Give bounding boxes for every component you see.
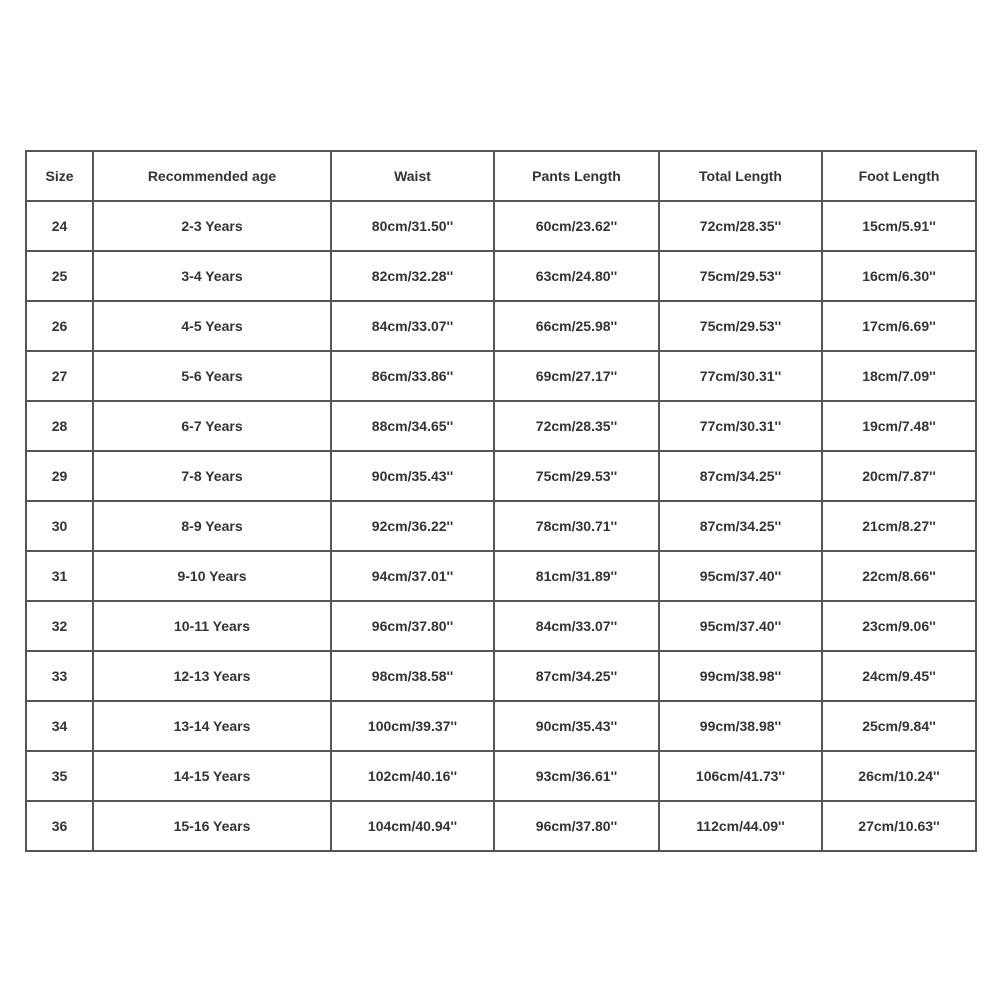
cell-waist: 84cm/33.07'' — [331, 301, 494, 351]
cell-foot-length: 24cm/9.45'' — [822, 651, 976, 701]
cell-size: 33 — [26, 651, 93, 701]
cell-total-length: 77cm/30.31'' — [659, 351, 822, 401]
cell-pants-length: 75cm/29.53'' — [494, 451, 659, 501]
table-row — [26, 701, 976, 751]
cell-recommended-age: 3-4 Years — [93, 251, 331, 301]
cell-recommended-age: 7-8 Years — [93, 451, 331, 501]
cell-waist: 104cm/40.94'' — [331, 801, 494, 851]
table-row — [26, 351, 976, 401]
cell-total-length: 99cm/38.98'' — [659, 651, 822, 701]
cell-size: 31 — [26, 551, 93, 601]
table-row — [26, 451, 976, 501]
table-row — [26, 551, 976, 601]
header-recommended-age: Recommended age — [93, 151, 331, 201]
cell-waist: 100cm/39.37'' — [331, 701, 494, 751]
cell-size: 28 — [26, 401, 93, 451]
cell-waist: 102cm/40.16'' — [331, 751, 494, 801]
cell-recommended-age: 6-7 Years — [93, 401, 331, 451]
cell-pants-length: 93cm/36.61'' — [494, 751, 659, 801]
cell-pants-length: 69cm/27.17'' — [494, 351, 659, 401]
cell-waist: 92cm/36.22'' — [331, 501, 494, 551]
table-row — [26, 751, 976, 801]
cell-pants-length: 78cm/30.71'' — [494, 501, 659, 551]
table-row — [26, 401, 976, 451]
cell-size: 26 — [26, 301, 93, 351]
cell-pants-length: 96cm/37.80'' — [494, 801, 659, 851]
cell-foot-length: 17cm/6.69'' — [822, 301, 976, 351]
table-row — [26, 301, 976, 351]
cell-total-length: 87cm/34.25'' — [659, 501, 822, 551]
table-row — [26, 201, 976, 251]
cell-foot-length: 26cm/10.24'' — [822, 751, 976, 801]
cell-total-length: 75cm/29.53'' — [659, 301, 822, 351]
cell-size: 32 — [26, 601, 93, 651]
table-row — [26, 651, 976, 701]
cell-foot-length: 22cm/8.66'' — [822, 551, 976, 601]
cell-pants-length: 81cm/31.89'' — [494, 551, 659, 601]
cell-size: 24 — [26, 201, 93, 251]
cell-size: 34 — [26, 701, 93, 751]
cell-total-length: 95cm/37.40'' — [659, 551, 822, 601]
cell-recommended-age: 8-9 Years — [93, 501, 331, 551]
cell-waist: 88cm/34.65'' — [331, 401, 494, 451]
cell-waist: 90cm/35.43'' — [331, 451, 494, 501]
cell-recommended-age: 5-6 Years — [93, 351, 331, 401]
cell-size: 35 — [26, 751, 93, 801]
cell-pants-length: 60cm/23.62'' — [494, 201, 659, 251]
cell-foot-length: 15cm/5.91'' — [822, 201, 976, 251]
header-foot-length: Foot Length — [822, 151, 976, 201]
cell-recommended-age: 4-5 Years — [93, 301, 331, 351]
cell-size: 30 — [26, 501, 93, 551]
cell-total-length: 87cm/34.25'' — [659, 451, 822, 501]
header-total-length: Total Length — [659, 151, 822, 201]
header-pants-length: Pants Length — [494, 151, 659, 201]
cell-foot-length: 16cm/6.30'' — [822, 251, 976, 301]
cell-pants-length: 90cm/35.43'' — [494, 701, 659, 751]
cell-size: 27 — [26, 351, 93, 401]
header-waist: Waist — [331, 151, 494, 201]
cell-recommended-age: 10-11 Years — [93, 601, 331, 651]
cell-total-length: 75cm/29.53'' — [659, 251, 822, 301]
table-row — [26, 601, 976, 651]
cell-waist: 94cm/37.01'' — [331, 551, 494, 601]
cell-recommended-age: 15-16 Years — [93, 801, 331, 851]
size-chart-table — [25, 150, 977, 852]
table-row — [26, 251, 976, 301]
cell-pants-length: 72cm/28.35'' — [494, 401, 659, 451]
cell-size: 29 — [26, 451, 93, 501]
cell-recommended-age: 2-3 Years — [93, 201, 331, 251]
cell-size: 25 — [26, 251, 93, 301]
cell-total-length: 106cm/41.73'' — [659, 751, 822, 801]
cell-foot-length: 23cm/9.06'' — [822, 601, 976, 651]
cell-total-length: 95cm/37.40'' — [659, 601, 822, 651]
cell-total-length: 99cm/38.98'' — [659, 701, 822, 751]
cell-recommended-age: 9-10 Years — [93, 551, 331, 601]
table-header-row — [26, 151, 976, 201]
cell-pants-length: 84cm/33.07'' — [494, 601, 659, 651]
cell-recommended-age: 12-13 Years — [93, 651, 331, 701]
cell-waist: 80cm/31.50'' — [331, 201, 494, 251]
cell-foot-length: 19cm/7.48'' — [822, 401, 976, 451]
cell-waist: 82cm/32.28'' — [331, 251, 494, 301]
cell-pants-length: 87cm/34.25'' — [494, 651, 659, 701]
cell-foot-length: 27cm/10.63'' — [822, 801, 976, 851]
cell-total-length: 77cm/30.31'' — [659, 401, 822, 451]
table-row — [26, 501, 976, 551]
cell-pants-length: 63cm/24.80'' — [494, 251, 659, 301]
cell-total-length: 72cm/28.35'' — [659, 201, 822, 251]
cell-foot-length: 25cm/9.84'' — [822, 701, 976, 751]
header-size: Size — [26, 151, 93, 201]
table-row — [26, 801, 976, 851]
cell-foot-length: 20cm/7.87'' — [822, 451, 976, 501]
cell-size: 36 — [26, 801, 93, 851]
cell-foot-length: 21cm/8.27'' — [822, 501, 976, 551]
cell-recommended-age: 14-15 Years — [93, 751, 331, 801]
cell-pants-length: 66cm/25.98'' — [494, 301, 659, 351]
cell-foot-length: 18cm/7.09'' — [822, 351, 976, 401]
cell-total-length: 112cm/44.09'' — [659, 801, 822, 851]
cell-waist: 98cm/38.58'' — [331, 651, 494, 701]
cell-waist: 96cm/37.80'' — [331, 601, 494, 651]
cell-waist: 86cm/33.86'' — [331, 351, 494, 401]
cell-recommended-age: 13-14 Years — [93, 701, 331, 751]
